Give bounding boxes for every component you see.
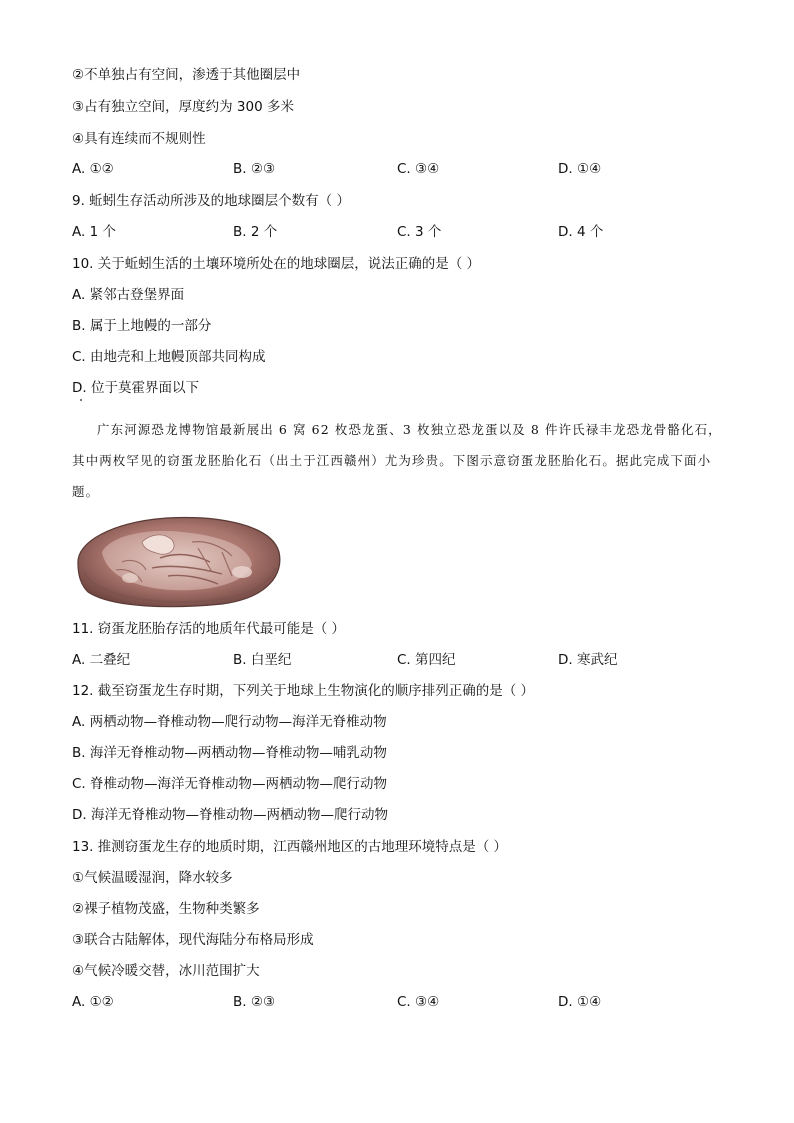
statement-3: ③占有独立空间，厚度约为 300 多米 <box>72 99 294 115</box>
option-c: C. 第四纪 <box>397 652 456 668</box>
q10-option-d: D. 位于莫霍界面以下 <box>72 380 199 396</box>
q9-stem: 9. 蚯蚓生存活动所涉及的地球圈层个数有（ ） <box>72 193 350 209</box>
q10-option-c: C. 由地壳和上地幔顶部共同构成 <box>72 349 266 365</box>
statement-4: ④具有连续而不规则性 <box>72 131 206 147</box>
option-d: D. ①④ <box>558 994 602 1010</box>
option-a: A. ①② <box>72 994 114 1010</box>
q13-statement-1: ①气候温暖湿润，降水较多 <box>72 870 233 886</box>
q10-option-a: A. 紧邻古登堡界面 <box>72 287 185 303</box>
q12-stem: 12. 截至窃蛋龙生存时期，下列关于地球上生物演化的顺序排列正确的是（ ） <box>72 683 535 699</box>
reading-passage: 广东河源恐龙博物馆最新展出 6 窝 62 枚恐龙蛋、3 枚独立恐龙蛋以及 8 件许氏禄丰龙恐龙骨骼化石，其中两枚罕见的窃蛋龙胚胎化石（出土于江西赣州）尤为珍贵。下图示意窃蛋龙胚胎化石。据此完成下面小题。 <box>72 422 722 499</box>
stray-mark <box>80 399 82 401</box>
option-c: C. ③④ <box>397 161 440 177</box>
q13-statement-4: ④气候冷暖交替，冰川范围扩大 <box>72 963 260 979</box>
option-d: D. ①④ <box>558 161 602 177</box>
option-b: B. ②③ <box>233 161 276 177</box>
q12-option-d: D. 海洋无脊椎动物—脊椎动物—两栖动物—爬行动物 <box>72 807 388 823</box>
option-b: B. 2 个 <box>233 224 278 240</box>
option-d: D. 寒武纪 <box>558 652 618 668</box>
q12-option-a: A. 两栖动物—脊椎动物—爬行动物—海洋无脊椎动物 <box>72 714 387 730</box>
q13-statement-3: ③联合古陆解体，现代海陆分布格局形成 <box>72 932 314 948</box>
q10-option-b: B. 属于上地幔的一部分 <box>72 318 212 334</box>
q11-stem: 11. 窃蛋龙胚胎存活的地质年代最可能是（ ） <box>72 621 346 637</box>
option-a: A. ①② <box>72 161 114 177</box>
oviraptor-embryo-fossil-image <box>72 512 282 610</box>
q13-options <box>72 993 732 1011</box>
q10-stem: 10. 关于蚯蚓生活的土壤环境所处在的地球圈层，说法正确的是（ ） <box>72 256 481 272</box>
option-a: A. 二叠纪 <box>72 652 131 668</box>
q9-options <box>72 223 732 241</box>
q13-statement-2: ②裸子植物茂盛，生物种类繁多 <box>72 901 260 917</box>
option-b: B. 白垩纪 <box>233 652 292 668</box>
q13-stem: 13. 推测窃蛋龙生存的地质时期，江西赣州地区的古地理环境特点是（ ） <box>72 839 508 855</box>
option-c: C. 3 个 <box>397 224 442 240</box>
prev-question-options <box>72 160 732 178</box>
q12-option-c: C. 脊椎动物—海洋无脊椎动物—两栖动物—爬行动物 <box>72 776 388 792</box>
option-a: A. 1 个 <box>72 224 116 240</box>
statement-2: ②不单独占有空间，渗透于其他圈层中 <box>72 67 301 83</box>
q12-option-b: B. 海洋无脊椎动物—两栖动物—脊椎动物—哺乳动物 <box>72 745 387 761</box>
option-d: D. 4 个 <box>558 224 604 240</box>
option-b: B. ②③ <box>233 994 276 1010</box>
option-c: C. ③④ <box>397 994 440 1010</box>
q11-options <box>72 651 732 669</box>
